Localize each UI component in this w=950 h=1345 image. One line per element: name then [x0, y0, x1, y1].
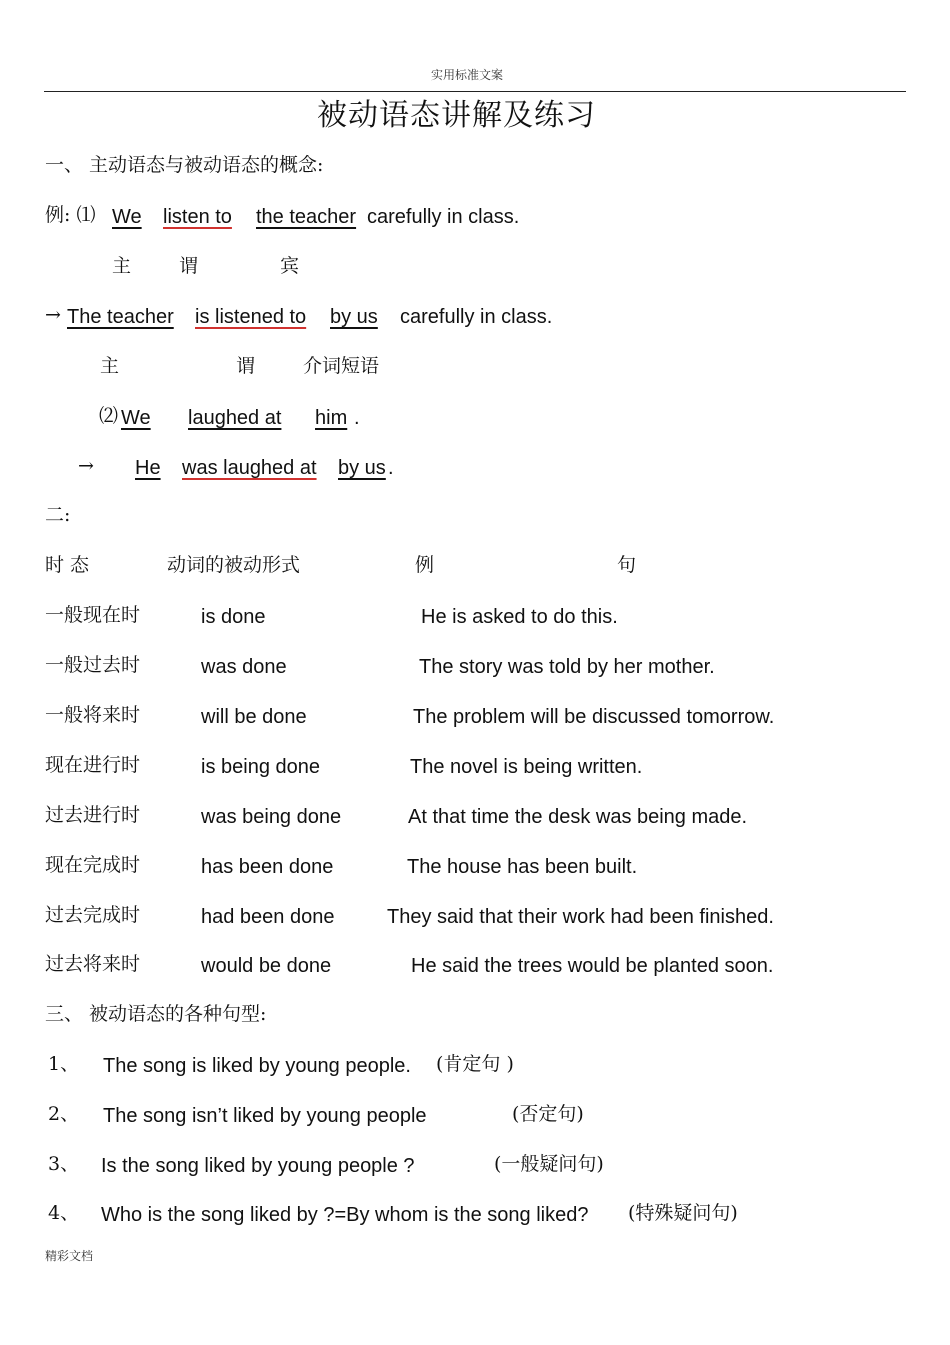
- table-row-tense: 过去进行时: [45, 804, 141, 826]
- list-item-sentence: The song is liked by young people.: [103, 1055, 411, 1077]
- table-row-tense: 一般现在时: [45, 604, 141, 626]
- list-item-number: 1、: [48, 1053, 80, 1075]
- ex1-active-rest: carefully in class.: [367, 206, 520, 228]
- table-row-example: The house has been built.: [407, 856, 638, 878]
- list-item-note: (肯定句 ): [436, 1053, 514, 1075]
- list-item-note: (否定句): [512, 1103, 584, 1125]
- ex1-passive-verb: is listened to: [195, 306, 307, 328]
- table-header-sentence: 句: [617, 554, 637, 576]
- list-item-sentence: Is the song liked by young people ?: [101, 1155, 415, 1177]
- list-item-number: 2、: [48, 1103, 80, 1125]
- ex1-passive-subject: The teacher: [67, 306, 174, 328]
- ex2-passive-verb: was laughed at: [182, 457, 317, 479]
- table-header-tense: 时 态: [45, 554, 90, 576]
- ex1-active-subject: We: [112, 206, 142, 228]
- ex1-passive-role-phrase: 介词短语: [303, 355, 380, 377]
- ex2-passive-by: by us: [338, 457, 386, 479]
- ex1-role-subject: 主: [112, 255, 132, 277]
- section-2-heading: 二:: [45, 504, 71, 526]
- ex1-passive-role-verb: 谓: [236, 355, 256, 377]
- table-row-tense: 现在完成时: [45, 854, 141, 876]
- table-row-example: The novel is being written.: [410, 756, 643, 778]
- section-1-heading: 一、 主动语态与被动语态的概念:: [45, 154, 324, 176]
- ex2-passive-end: .: [388, 457, 394, 479]
- list-item-number: 3、: [48, 1153, 80, 1175]
- table-row-tense: 现在进行时: [45, 754, 141, 776]
- ex2-active-subject: We: [121, 407, 151, 429]
- ex1-passive-role-subject: 主: [100, 355, 120, 377]
- table-row-form: had been done: [201, 906, 335, 928]
- section-3-heading: 三、 被动语态的各种句型:: [45, 1003, 267, 1025]
- table-row-example: He is asked to do this.: [421, 606, 618, 628]
- table-row-form: was done: [201, 656, 287, 678]
- list-item-note: (一般疑问句): [494, 1153, 604, 1175]
- page-footer: 精彩文档: [45, 1249, 94, 1263]
- table-row-form: is done: [201, 606, 266, 628]
- ex1-active-object: the teacher: [256, 206, 357, 228]
- arrow-1: →: [45, 304, 61, 326]
- table-row-example: The problem will be discussed tomorrow.: [413, 706, 775, 728]
- ex1-passive-rest: carefully in class.: [400, 306, 553, 328]
- ex2-passive-subject: He: [135, 457, 161, 479]
- example-2-prefix: ⑵: [99, 405, 119, 427]
- table-row-example: At that time the desk was being made.: [408, 806, 748, 828]
- table-header-example: 例: [415, 554, 435, 576]
- table-row-tense: 一般将来时: [45, 704, 141, 726]
- list-item-number: 4、: [48, 1202, 80, 1224]
- arrow-2: →: [78, 455, 94, 477]
- table-row-form: has been done: [201, 856, 334, 878]
- ex1-passive-by: by us: [330, 306, 378, 328]
- table-row-form: is being done: [201, 756, 320, 778]
- list-item-note: (特殊疑问句): [628, 1202, 738, 1224]
- list-item-sentence: Who is the song liked by ?=By whom is the song liked?: [101, 1204, 589, 1226]
- ex2-active-object: him: [315, 407, 348, 429]
- table-header-form: 动词的被动形式: [167, 554, 301, 576]
- header-rule: [44, 91, 906, 92]
- list-item-sentence: The song isn’t liked by young people: [103, 1105, 427, 1127]
- table-row-form: would be done: [201, 955, 332, 977]
- table-row-example: He said the trees would be planted soon.: [411, 955, 774, 977]
- table-row-tense: 过去完成时: [45, 904, 141, 926]
- ex1-role-object: 宾: [280, 255, 300, 277]
- table-row-example: They said that their work had been finished.: [387, 906, 774, 928]
- table-row-tense: 一般过去时: [45, 654, 141, 676]
- ex2-active-verb: laughed at: [188, 407, 282, 429]
- table-row-form: will be done: [201, 706, 307, 728]
- table-row-tense: 过去将来时: [45, 953, 141, 975]
- table-row-example: The story was told by her mother.: [419, 656, 715, 678]
- ex1-active-verb: listen to: [163, 206, 232, 228]
- page-header: 实用标准文案: [431, 68, 504, 82]
- ex2-active-end: .: [354, 407, 360, 429]
- table-row-form: was being done: [201, 806, 342, 828]
- ex1-role-verb: 谓: [179, 255, 199, 277]
- example-1-prefix: 例: ⑴: [45, 204, 96, 226]
- page-title: 被动语态讲解及练习: [317, 98, 596, 133]
